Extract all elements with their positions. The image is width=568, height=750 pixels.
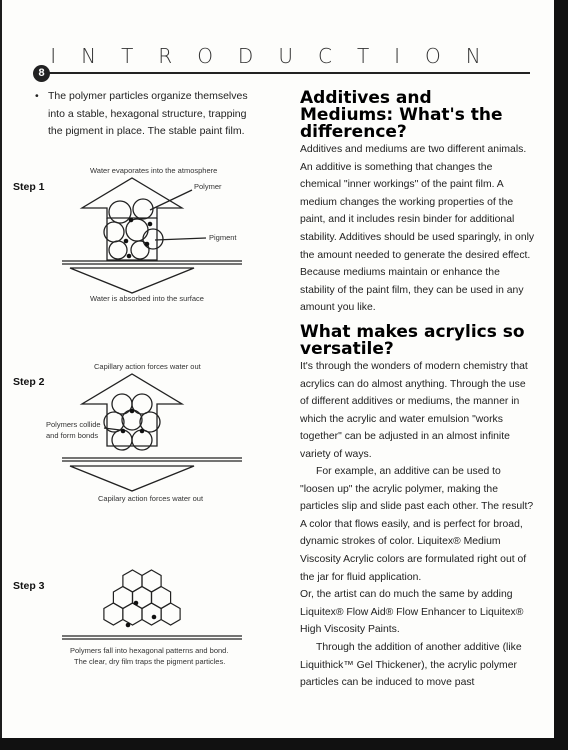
- bullet-icon: •: [35, 90, 39, 102]
- hexagon-cell: [161, 603, 180, 625]
- polymer-label: Polymer: [194, 182, 222, 191]
- hexagon-cell: [123, 603, 142, 625]
- step2-side-caption-1: Polymers collide: [46, 420, 101, 429]
- paragraph-flow-aid: Or, the artist can do much the same by adding Liquitex® Flow Aid® Flow Enhancer to Liquitex® High Viscosity Paints.: [300, 589, 524, 636]
- step3-figure: [32, 565, 272, 675]
- paragraph-versatile-2: [300, 463, 536, 692]
- heading-versatile: [300, 324, 540, 358]
- page-number-badge: 8: [33, 65, 50, 82]
- step3-label: Step 3: [13, 580, 45, 592]
- step1-label: Step 1: [13, 181, 45, 193]
- step2-bottom-caption: Capilary action forces water out: [98, 494, 204, 503]
- down-arrow: [70, 268, 194, 293]
- paragraph-additives: Additives and mediums are two different animals. An additive is something that changes the chemical "inner workings" of the paint film. A medium changes the working properties of the paint, and it includes resin binder for additional stability. Additives should be used sparingly, in only the amount needed to generate the desired effect. Because mediums maintain or enhance the stability of the paint film, they can be used in any amount you like.: [300, 144, 535, 314]
- heading1-line1: Additives and: [300, 88, 432, 108]
- heading2-line1: What makes acrylics so: [300, 322, 525, 342]
- bullet-text: The polymer particles organize themselves into a stable, hexagonal structure, trapping the pigment in place. The stable paint film.: [48, 90, 248, 137]
- chapter-title: INTRODUCTION: [50, 44, 506, 68]
- book-page: [2, 0, 554, 738]
- step3-diagram: [32, 565, 272, 645]
- step2-label: Step 2: [13, 376, 45, 388]
- step3-caption-2: The clear, dry film traps the pigment particles.: [74, 657, 226, 666]
- heading1-line2: Mediums: What's the: [300, 105, 503, 125]
- heading1-line3: difference?: [300, 122, 407, 142]
- step3-caption-1: Polymers fall into hexagonal patterns and bond.: [70, 646, 229, 655]
- bullet-paragraph: [35, 88, 257, 141]
- hexagon-cell: [142, 603, 161, 625]
- paragraph-versatile-1: It's through the wonders of modern chemistry that acrylics can do almost anything. Through the use of different additives or mediums, the manner in which the acrylic and water emulsion "works together" can be adjusted in an almost infinite variety of ways.: [300, 361, 528, 460]
- step1-top-caption: Water evaporates into the atmosphere: [90, 166, 218, 175]
- pigment-label: Pigment: [209, 233, 237, 242]
- up-arrow: [82, 178, 182, 218]
- step2-figure: [32, 358, 272, 508]
- scan-edge: [554, 0, 568, 750]
- step2-top-caption: Capillary action forces water out: [94, 362, 201, 371]
- step2-side-caption-2: and form bonds: [46, 431, 99, 440]
- step1-figure: [32, 160, 272, 310]
- paragraph-gel: Through the addition of another additive (like Liquithick™ Gel Thickener), the acrylic polymer particles can be induced to move past: [300, 641, 522, 689]
- heading-additives-mediums: [300, 90, 540, 141]
- header-rule: [40, 72, 530, 74]
- down-arrow: [70, 466, 194, 491]
- hexagon-cell: [104, 603, 123, 625]
- step1-bottom-caption: Water is absorbed into the surface: [90, 294, 204, 303]
- scan-bottom-edge: [0, 738, 568, 750]
- paragraph-example: For example, an additive can be used to "loosen up" the acrylic polymer, making the particles slip and slide past each other. The result? A color that flows easily, and is perfect for broad, dynamic strokes of color. Liquitex® Medium Viscosity Acrylic colors are formulated right out of the jar for fluid application.: [300, 466, 534, 583]
- heading2-line2: versatile?: [300, 339, 394, 359]
